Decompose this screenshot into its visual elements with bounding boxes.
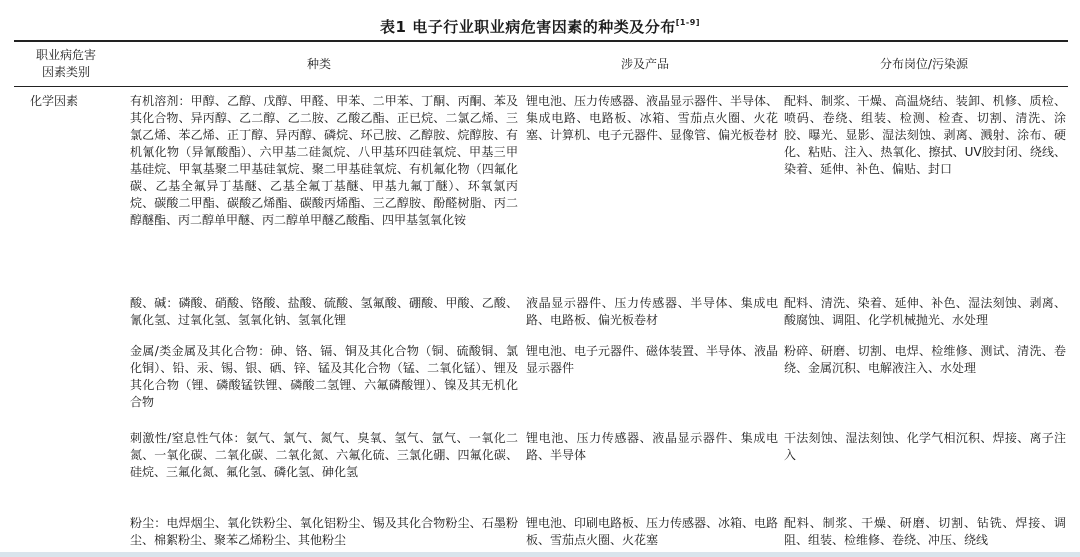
row-gases-product: 锂电池、压力传感器、液晶显示器件、集成电路、半导体 bbox=[526, 431, 778, 462]
row-metals-product: 锂电池、电子元器件、磁体装置、半导体、液晶显示器件 bbox=[526, 344, 779, 375]
table-title: 表1 电子行业职业病危害因素的种类及分布[1-9] bbox=[380, 18, 700, 36]
header-category: 职业病危害 因素类别 bbox=[35, 48, 96, 79]
row-acids-bases-kind: 酸、碱：磷酸、硝酸、铬酸、盐酸、硫酸、氢氟酸、硼酸、甲酸、乙酸、氰化氢、过氧化氢、氢氧化钠、氢氧化锂 bbox=[130, 296, 518, 327]
row-acids-bases-product: 液晶显示器件、压力传感器、半导体、集成电路、电路板、偏光板卷材 bbox=[526, 296, 778, 327]
row-dust-product: 锂电池、印刷电路板、压力传感器、冰箱、电路板、雪茄点火圈、火花塞 bbox=[526, 516, 779, 547]
title-reference: [1-9] bbox=[675, 18, 700, 27]
row-organic-solvents-post: 配料、制浆、干燥、高温烧结、装卸、机修、质检、喷码、卷绕、组装、检测、检查、切割、清洗、涂胶、曝光、显影、湿法刻蚀、剥离、溅射、涂布、硬化、粘贴、注入、热氧化、擦拭、UV胶封闭、绕线、染着、延伸、补色、偏贴、封口 bbox=[784, 94, 1066, 176]
row-organic-solvents-product: 锂电池、压力传感器、液晶显示器件、半导体、集成电路、电路板、冰箱、雪茄点火圈、火花塞、计算机、电子元器件、显像管、偏光板卷材 bbox=[526, 94, 779, 142]
row-gases-post: 干法刻蚀、湿法刻蚀、化学气相沉积、焊接、离子注入 bbox=[784, 431, 1066, 462]
row-dust-post: 配料、制浆、干燥、研磨、切割、钻铣、焊接、调阻、组装、检维修、卷绕、冲压、绕线 bbox=[784, 516, 1066, 547]
header-product: 涉及产品 bbox=[620, 56, 669, 71]
page-bottom-edge bbox=[0, 552, 1080, 557]
header-kind: 种类 bbox=[306, 56, 331, 71]
row-metals-post: 粉碎、研磨、切割、电焊、检维修、测试、清洗、卷绕、金属沉积、电解液注入、水处理 bbox=[784, 344, 1066, 375]
row-organic-solvents-kind: 有机溶剂：甲醇、乙醇、戊醇、甲醛、甲苯、二甲苯、丁酮、丙酮、苯及其化合物、异丙醇、乙二醇、乙二胺、乙酸乙酯、正已烷、二氯乙烯、三氯乙烯、苯乙烯、正丁醇、异丙醇、磷烷、环己胺、乙醇胺、烷醇胺、有机氰化物（异氰酸酯）、六甲基二硅氮烷、八甲基环四硅氧烷、甲基三甲基硅烷、甲氧基聚二甲基硅氧烷、聚二甲基硅氧烷、有机氟化物（四氟化碳、乙基全氟异丁基醚、乙基全氟丁基醚、甲基九氟丁醚）、环氧氯丙烷、碳酸二甲酯、碳酸乙烯酯、碳酸丙烯酯、三乙醇胺、酚醛树脂、丙二醇醚酯、丙二醇单甲醚、丙二醇单甲醚乙酸酯、四甲基氢氧化铵 bbox=[130, 94, 518, 227]
row-acids-bases-post: 配料、清洗、染着、延伸、补色、湿法刻蚀、剥离、酸腐蚀、调阻、化学机械抛光、水处理 bbox=[784, 296, 1066, 327]
table-top-rule bbox=[14, 40, 1068, 42]
row-dust-kind: 粉尘：电焊烟尘、氧化铁粉尘、氧化铝粉尘、锡及其化合物粉尘、石墨粉尘、棉絮粉尘、聚苯乙烯粉尘、其他粉尘 bbox=[130, 516, 518, 547]
table-header-rule bbox=[14, 86, 1068, 87]
row-gases-kind: 刺激性/窒息性气体：氨气、氯气、氮气、臭氧、氢气、氩气、一氧化二氮、一氧化碳、二氧化碳、二氧化氮、六氟化硫、三氯化硼、四氟化碳、硅烷、三氟化氮、氟化氢、磷化氢、砷化氢 bbox=[130, 431, 518, 479]
category-cell: 化学因素 bbox=[30, 94, 79, 108]
row-metals-kind: 金属/类金属及其化合物：砷、铬、镉、铜及其化合物（铜、硫酸铜、氯化铜）、铅、汞、锡、银、硒、锌、锰及其化合物（锰、二氧化锰）、锂及其化合物（锂、磷酸锰铁锂、磷酸二氢锂、六氟磷酸锂）、镍及其无机化合物 bbox=[130, 344, 518, 409]
header-post: 分布岗位/污染源 bbox=[879, 56, 969, 71]
